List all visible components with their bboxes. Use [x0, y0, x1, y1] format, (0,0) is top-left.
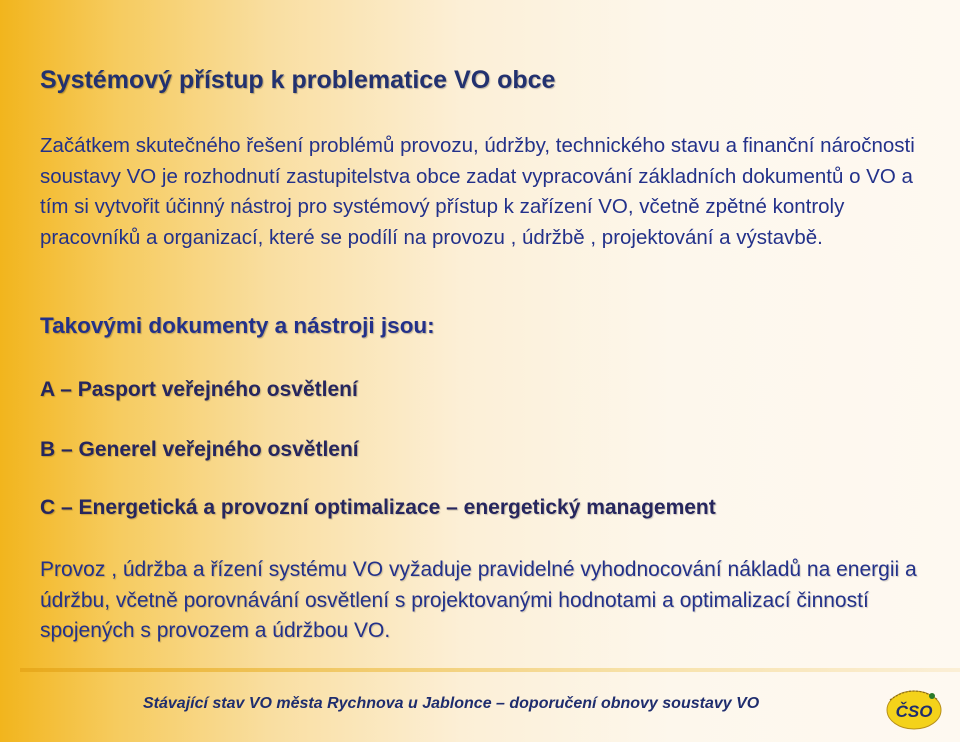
list-item-optimalizace: C – Energetická a provozní optimalizace – energetický management: [40, 496, 716, 519]
footer-divider: [20, 668, 960, 672]
slide-title: Systémový přístup k problematice VO obce: [40, 66, 556, 94]
list-item-pasport: A – Pasport veřejného osvětlení: [40, 378, 358, 401]
footer-text: Stávající stav VO města Rychnova u Jablonce – doporučení obnovy soustavy VO: [143, 695, 760, 712]
section-subheading: Takovými dokumenty a nástroji jsou:: [40, 313, 435, 338]
list-item-generel: B – Generel veřejného osvětlení: [40, 438, 359, 461]
outro-paragraph: Provoz , údržba a řízení systému VO vyžaduje pravidelné vyhodnocování nákladů na energii a údržbu, včetně porovnávání osvětlení s projektovanými hodnotami a optimalizací činností spojených s provozem a údržbou VO.: [40, 558, 917, 642]
intro-paragraph: Začátkem skutečného řešení problémů provozu, údržby, technického stavu a finanční náročnosti soustavy VO je rozhodnutí zastupitelstva obce zadat vypracování základních dokumentů o VO a tím si vytvořit účinný nástroj pro systémový přístup k zařízení VO, včetně zpětné kontroly pracovníků a organizací, které se podílí na provozu , údržbě , projektování a výstavbě.: [40, 134, 915, 249]
cso-logo-icon: [884, 684, 944, 732]
logo-text: ČSO: [895, 702, 933, 721]
